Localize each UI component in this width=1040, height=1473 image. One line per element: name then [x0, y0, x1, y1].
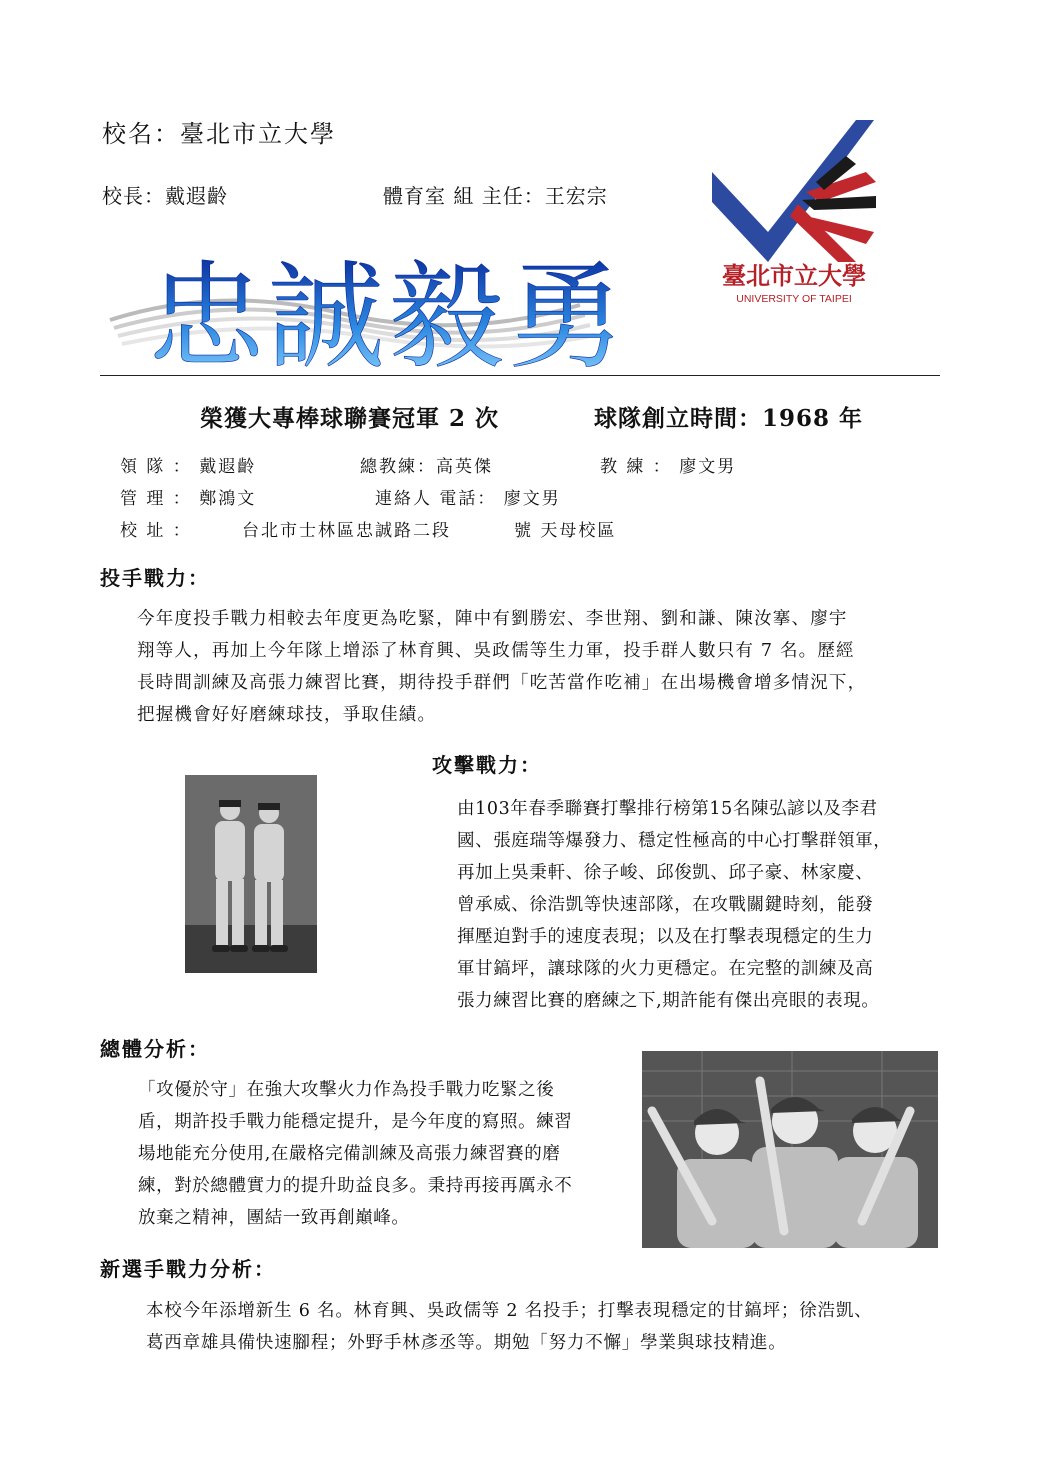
principal: 校長：戴遐齡	[102, 184, 228, 208]
address-label: 校 址 ：	[120, 521, 192, 541]
offense-line: 國、張庭瑞等爆發力、穩定性極高的中心打擊群領軍，	[457, 831, 892, 851]
overall-line: 練，對於總體實力的提升助益良多。秉持再接再厲永不	[138, 1176, 573, 1196]
coach: 教 練 ： 廖文男	[600, 457, 737, 477]
offense-line: 由103年春季聯賽打擊排行榜第15名陳弘諺以及李君	[457, 799, 878, 819]
overall-title: 總體分析：	[100, 1037, 210, 1061]
team-manager: 管 理 ： 鄭鴻文	[120, 489, 257, 509]
offense-title: 攻擊戰力：	[432, 753, 542, 777]
team-founded: 球隊創立時間：1968 年	[594, 405, 864, 432]
offense-line: 軍甘鎬坪，讓球隊的火力更穩定。在完整的訓練及高	[457, 959, 874, 979]
pitching-line: 翔等人，再加上今年隊上增添了林育興、吳政儒等生力軍，投手群人數只有 7 名。歷經	[137, 641, 855, 661]
offense-paragraph	[457, 793, 947, 1017]
logo-chinese-text: 臺北市立大學	[722, 261, 866, 290]
overall-line: 「攻優於守」在強大攻擊火力作為投手戰力吃緊之後	[138, 1080, 555, 1100]
pitching-line: 把握機會好好磨練球技，爭取佳績。	[137, 705, 437, 725]
two-players-photo	[185, 775, 317, 973]
pitching-title: 投手戰力：	[100, 566, 210, 590]
offense-line: 張力練習比賽的磨練之下,期許能有傑出亮眼的表現。	[457, 991, 880, 1011]
recruits-line: 本校今年添增新生 6 名。林育興、吳政儒等 2 名投手；打擊表現穩定的甘鎬坪；徐浩凱、	[146, 1301, 873, 1321]
pitching-line: 今年度投手戰力相較去年度更為吃緊，陣中有劉勝宏、李世翔、劉和謙、陳汝搴、廖宇	[137, 609, 848, 629]
school-name: 校名：臺北市立大學	[102, 120, 336, 148]
campus-name: 號 天母校區	[514, 521, 617, 541]
motto-text: 忠誠毅勇	[148, 250, 620, 380]
overall-paragraph	[138, 1074, 638, 1234]
pitching-paragraph	[137, 603, 947, 731]
pitching-line: 長時間訓練及高張力練習比賽，期待投手群們「吃苦當作吃補」在出場機會增多情況下，	[137, 673, 867, 693]
offense-line: 曾承威、徐浩凱等快速部隊，在攻戰關鍵時刻，能發	[457, 895, 874, 915]
header-divider	[100, 375, 940, 376]
logo-english-text: UNIVERSITY OF TAIPEI	[736, 293, 852, 305]
team-leader: 領 隊 ： 戴遐齡	[120, 457, 257, 477]
recruits-paragraph	[146, 1295, 951, 1359]
motto-wordart	[100, 225, 620, 380]
offense-line: 再加上吳秉軒、徐子峻、邱俊凱、邱子豪、林家慶、	[457, 863, 874, 883]
head-coach: 總教練：高英傑	[360, 457, 493, 477]
championship-honor: 榮獲大專棒球聯賽冠軍 2 次	[200, 405, 500, 432]
sports-director: 體育室 組 主任：王宏宗	[383, 184, 608, 208]
overall-line: 盾，期許投手戰力能穩定提升，是今年度的寫照。練習	[138, 1112, 573, 1132]
contact-person: 連絡人 電話： 廖文男	[375, 489, 561, 509]
school-address: 台北市士林區忠誠路二段	[242, 521, 451, 541]
offense-line: 揮壓迫對手的速度表現；以及在打擊表現穩定的生力	[457, 927, 874, 947]
overall-line: 場地能充分使用,在嚴格完備訓練及高張力練習賽的磨	[138, 1144, 561, 1164]
three-players-photo	[642, 1051, 938, 1248]
overall-line: 放棄之精神，團結一致再創巔峰。	[138, 1208, 410, 1228]
recruits-title: 新選手戰力分析：	[100, 1257, 276, 1281]
university-logo	[706, 112, 882, 312]
recruits-line: 葛西章雄具備快速腳程；外野手林彥丞等。期勉「努力不懈」學業與球技精進。	[146, 1333, 787, 1353]
